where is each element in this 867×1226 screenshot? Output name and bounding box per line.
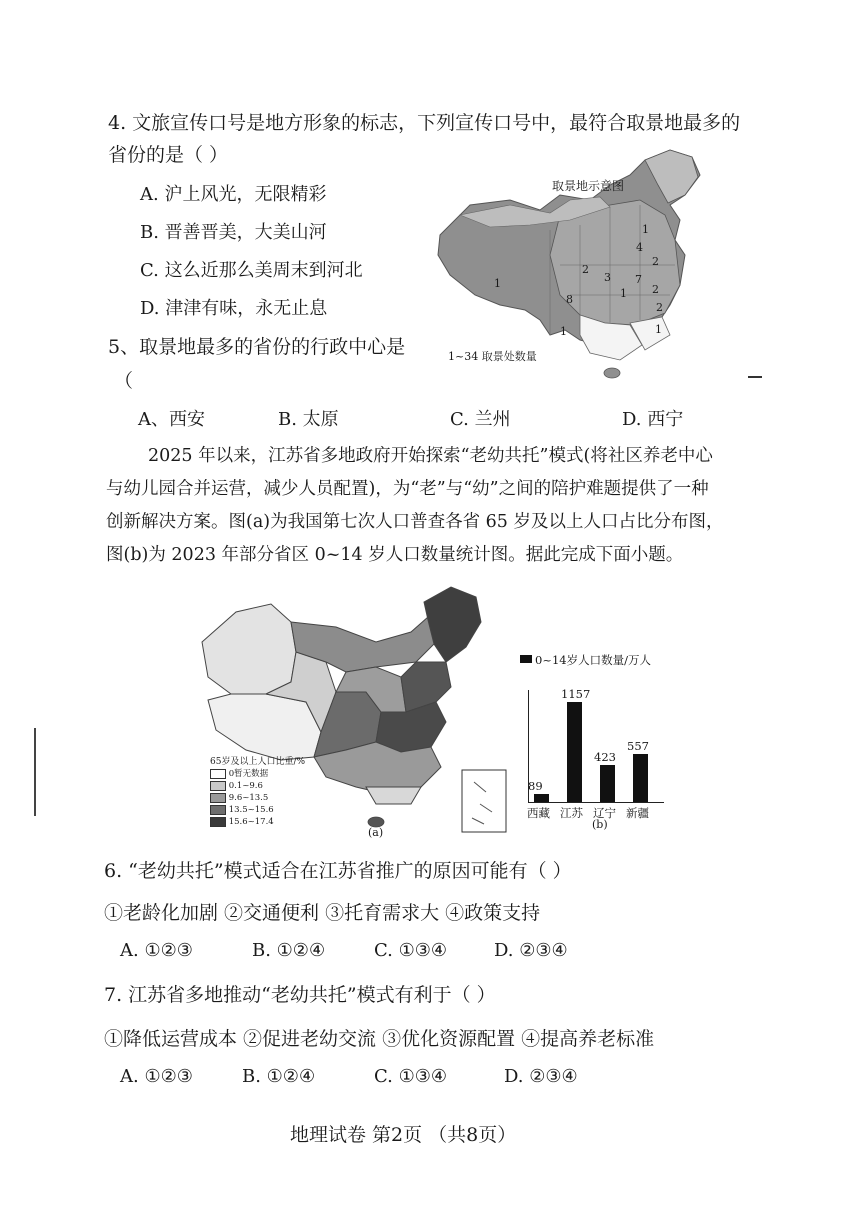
q5-paren: （ (114, 370, 134, 392)
chart-legend-swatch (520, 655, 532, 663)
map1-number: 1 (620, 287, 627, 300)
map1-number: 7 (635, 273, 642, 286)
map1-number: 1 (642, 223, 649, 236)
q7-option-b: B. ①②④ (242, 1066, 316, 1087)
passage-line: 2025 年以来，江苏省多地政府开始探索“老幼共托”模式(将社区养老中心 (148, 446, 713, 466)
map-a-legend-title: 65岁及以上人口比重/% (210, 757, 306, 767)
chart-category-label: 新疆 (626, 806, 649, 820)
map1-number: 2 (652, 283, 659, 296)
passage-line: 图(b)为 2023 年部分省区 0~14 岁人口数量统计图。据此完成下面小题。 (106, 545, 684, 565)
legend-label: 0.1~9.6 (228, 781, 263, 791)
q4-stem-line1: 4. 文旅宣传口号是地方形象的标志，下列宣传口号中，最符合取景地最多的 (108, 112, 741, 134)
chart-data-label: 89 (528, 779, 543, 793)
legend-label: 15.6~17.4 (228, 817, 274, 827)
map1-number: 1 (494, 277, 501, 290)
chart-data-label: 423 (594, 750, 616, 764)
map1-title: 取景地示意图 (552, 179, 625, 193)
chart-data-label: 1157 (561, 687, 591, 701)
q4-option-b: B. 晋善晋美，大美山河 (140, 222, 327, 243)
chart-category-label: 辽宁 (593, 806, 616, 820)
q7-stem: 7. 江苏省多地推动“老幼共托”模式有利于（ ） (104, 984, 496, 1006)
chart-bar (600, 765, 615, 802)
q7-items: ①降低运营成本 ②促进老幼交流 ③优化资源配置 ④提高养老标准 (104, 1028, 655, 1050)
chart-bar (633, 754, 648, 802)
q4-option-d: D. 津津有味，永无止息 (140, 298, 328, 319)
legend-label: 0暂无数据 (228, 769, 269, 779)
q6-option-b: B. ①②④ (252, 940, 326, 961)
legend-swatch (210, 781, 226, 791)
q7-option-c: C. ①③④ (374, 1066, 447, 1087)
chart-caption: (b) (592, 818, 608, 831)
map-a-legend (210, 768, 274, 828)
chart-data-label: 557 (627, 739, 649, 753)
q4-option-a: A. 沪上风光，无限精彩 (140, 184, 327, 205)
q6-option-c: C. ①③④ (374, 940, 447, 961)
legend-label: 13.5~15.6 (228, 805, 274, 815)
legend-swatch (210, 793, 226, 803)
population-bar-chart-b (520, 652, 680, 837)
q6-stem: 6. “老幼共托”模式适合在江苏省推广的原因可能有（ ） (104, 860, 572, 882)
population-map-a (196, 582, 526, 844)
q5-stem: 5、取景地最多的省份的行政中心是 (108, 336, 406, 358)
map1-number: 1 (560, 325, 567, 338)
map1-number: 8 (566, 293, 573, 306)
chart-category-label: 西藏 (527, 806, 550, 820)
chart-title: 0~14岁人口数量/万人 (535, 653, 651, 667)
map1-number: 2 (656, 301, 663, 314)
q7-option-d: D. ②③④ (504, 1066, 578, 1087)
chart-bar (534, 794, 549, 802)
chart-category-label: 江苏 (560, 806, 583, 820)
map1-number: 2 (582, 263, 589, 276)
map1-number: 3 (604, 271, 611, 284)
map1-number: 1 (655, 323, 662, 336)
q5-option-d: D. 西宁 (622, 409, 684, 430)
map1-legend: 1~34 取景处数量 (448, 350, 537, 363)
q6-option-d: D. ②③④ (494, 940, 568, 961)
margin-mark (34, 728, 36, 816)
q5-option-c: C. 兰州 (450, 409, 511, 430)
q4-stem-line2: 省份的是（ ） (108, 144, 229, 166)
filming-location-map (430, 145, 770, 385)
passage-line: 创新解决方案。图(a)为我国第七次人口普查各省 65 岁及以上人口占比分布图， (106, 512, 724, 532)
page-footer: 地理试卷 第2页 （共8页） (290, 1124, 517, 1146)
q5-option-a: A、西安 (138, 409, 205, 430)
map1-number: 2 (652, 255, 659, 268)
map-a-caption: (a) (368, 826, 384, 839)
chart-bar (567, 702, 582, 802)
legend-label: 9.6~13.5 (228, 793, 269, 803)
legend-swatch (210, 817, 226, 827)
q6-items: ①老龄化加剧 ②交通便利 ③托育需求大 ④政策支持 (104, 902, 541, 924)
q4-option-c: C. 这么近那么美周末到河北 (140, 260, 363, 281)
q5-option-b: B. 太原 (278, 409, 339, 430)
legend-swatch (210, 769, 226, 779)
q7-option-a: A. ①②③ (120, 1066, 193, 1087)
map1-number: 4 (636, 241, 643, 254)
q6-option-a: A. ①②③ (120, 940, 193, 961)
legend-swatch (210, 805, 226, 815)
chart-x-axis (528, 802, 664, 803)
passage-line: 与幼儿园合并运营，减少人员配置)，为“老”与“幼”之间的陪护难题提供了一种 (106, 479, 709, 499)
